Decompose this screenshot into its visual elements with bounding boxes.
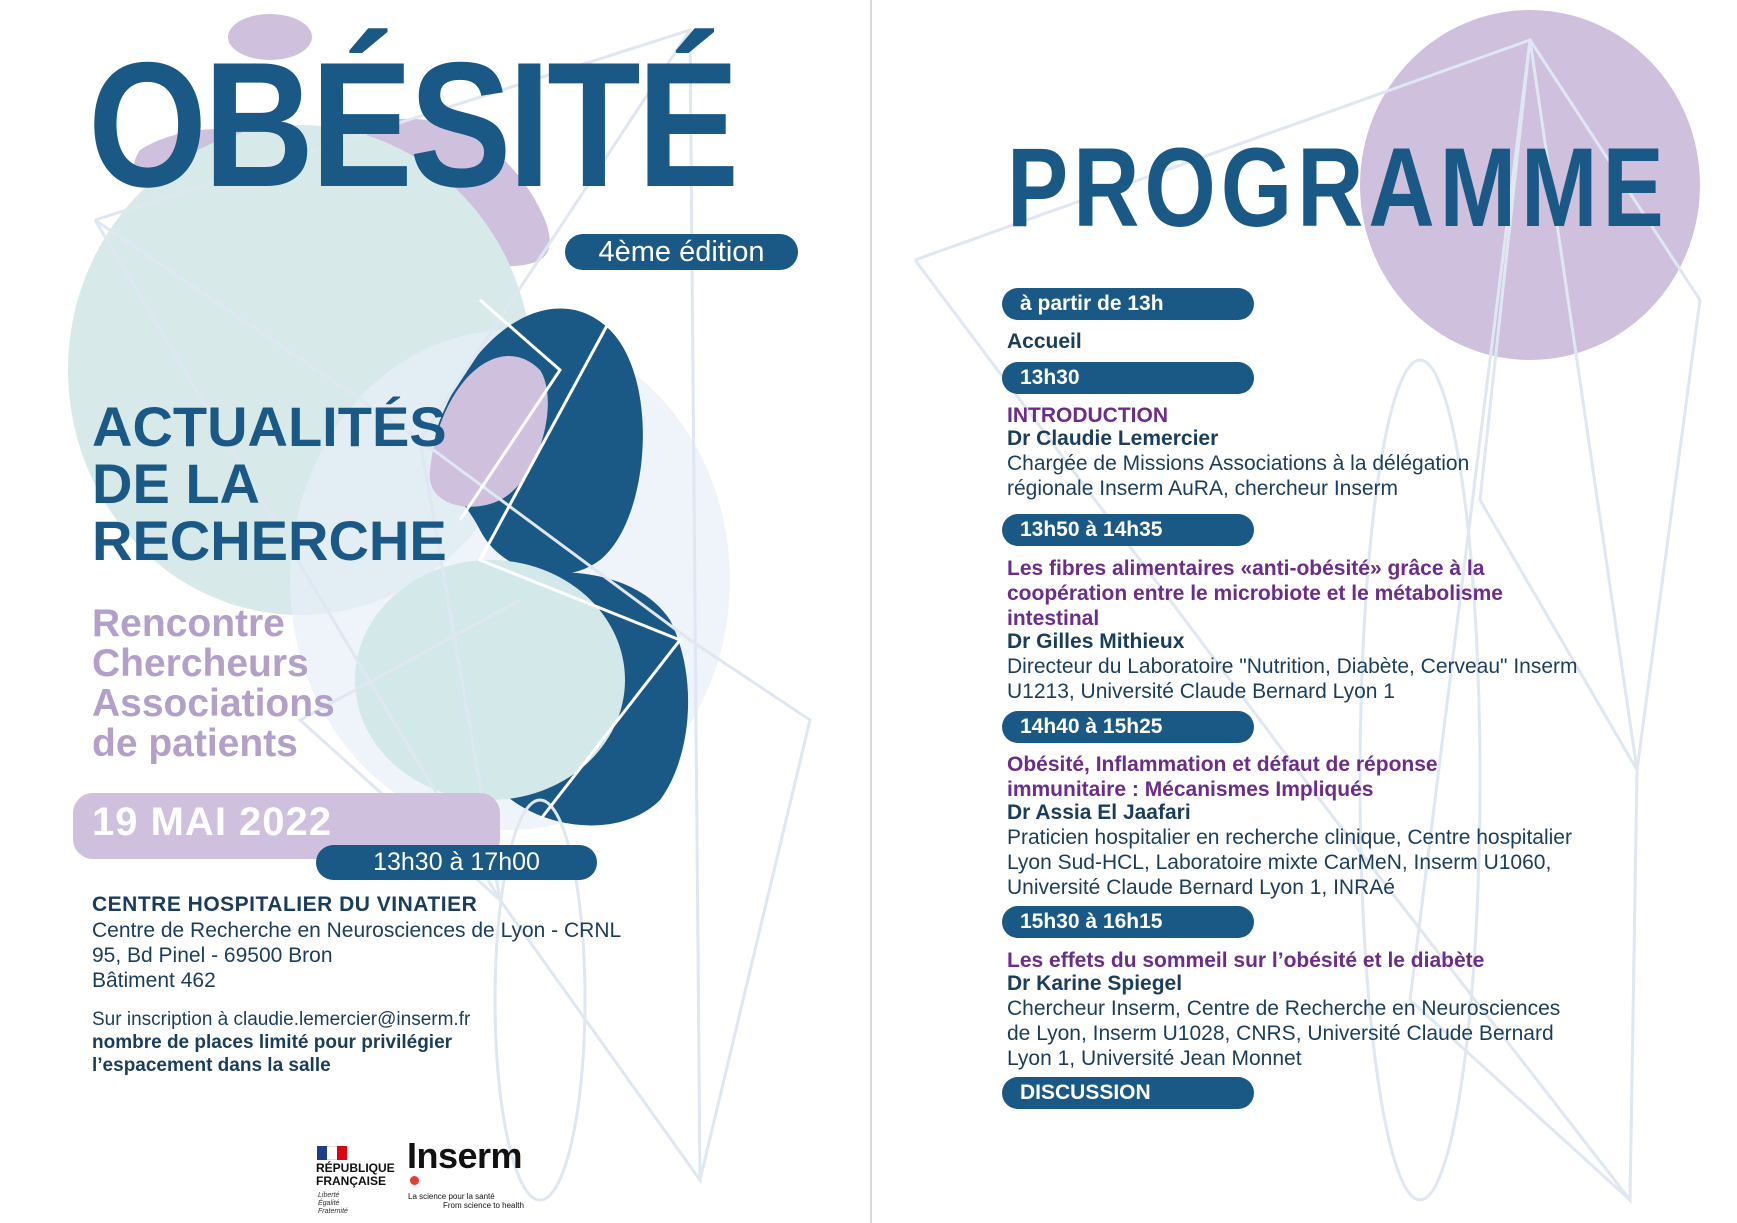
french-flag-icon (317, 1146, 347, 1160)
time-pill: 14h40 à 15h25 (1002, 711, 1254, 743)
event-time: 13h30 à 17h00 (316, 845, 597, 880)
affiliation-line: Praticien hospitalier en recherche clinique, Centre hospitalier (1007, 826, 1572, 849)
republique-line: RÉPUBLIQUE (316, 1161, 395, 1175)
republique-logo-text (316, 1162, 395, 1188)
subtitle-line: Associations (92, 682, 335, 725)
inserm-dot-icon (410, 1176, 419, 1185)
subtitle-line: Chercheurs (92, 642, 309, 685)
registration-note: nombre de places limité pour privilégier (92, 1032, 453, 1053)
event-title: OBÉSITÉ (88, 25, 736, 224)
edition-badge: 4ème édition (565, 234, 798, 270)
time-pill: 15h30 à 16h15 (1002, 906, 1254, 938)
republique-line: FRANÇAISE (316, 1174, 387, 1188)
affiliation-line: Directeur du Laboratoire "Nutrition, Diabète, Cerveau" Inserm (1007, 655, 1578, 678)
session-title: intestinal (1007, 607, 1100, 630)
speaker-name: Dr Claudie Lemercier (1007, 427, 1219, 450)
venue-line: Centre de Recherche en Neurosciences de Lyon - CRNL (92, 919, 622, 942)
affiliation-line: Chercheur Inserm, Centre de Recherche en Neurosciences (1007, 997, 1561, 1020)
event-date: 19 MAI 2022 (92, 800, 333, 844)
speaker-name: Dr Karine Spiegel (1007, 972, 1183, 995)
session-title: Les effets du sommeil sur l’obésité et le diabète (1007, 949, 1485, 972)
headline (92, 395, 447, 572)
venue-name: CENTRE HOSPITALIER DU VINATIER (92, 893, 478, 916)
speaker-name: Dr Assia El Jaafari (1007, 801, 1191, 824)
session-title: Les fibres alimentaires «anti-obésité» grâce à la (1007, 557, 1485, 580)
session-title: immunitaire : Mécanismes Impliqués (1007, 778, 1374, 801)
session-title: INTRODUCTION (1007, 404, 1168, 427)
programme-title: PROGRAMME (1007, 125, 1669, 250)
affiliation-line: U1213, Université Claude Bernard Lyon 1 (1007, 680, 1395, 703)
affiliation-line: Chargée de Missions Associations à la délégation (1007, 452, 1470, 475)
motto-line: Égalité (318, 1200, 340, 1207)
venue-line: Bâtiment 462 (92, 969, 216, 992)
affiliation-line: Université Claude Bernard Lyon 1, INRAé (1007, 876, 1395, 899)
headline-line: ACTUALITÉS (92, 395, 447, 458)
inserm-tagline-en: From science to health (443, 1201, 524, 1210)
registration-note: l’espacement dans la salle (92, 1055, 331, 1076)
session-title: Obésité, Inflammation et défaut de réponse (1007, 753, 1438, 776)
subtitle-line: Rencontre (92, 602, 285, 645)
time-pill: 13h30 (1002, 362, 1254, 394)
headline-line: DE LA (92, 452, 260, 515)
session-title: coopération entre le microbiote et le métabolisme (1007, 582, 1503, 605)
affiliation-line: Lyon Sud-HCL, Laboratoire mixte CarMeN, Inserm U1060, (1007, 851, 1552, 874)
affiliation-line: Lyon 1, Université Jean Monnet (1007, 1047, 1302, 1070)
discussion-pill: DISCUSSION (1002, 1077, 1254, 1109)
affiliation-line: de Lyon, Inserm U1028, CNRS, Université Claude Bernard (1007, 1022, 1554, 1045)
headline-line: RECHERCHE (92, 509, 447, 572)
page-fold (870, 0, 872, 1223)
speaker-name: Accueil (1007, 330, 1082, 353)
subtitle-line: de patients (92, 722, 298, 765)
affiliation-line: régionale Inserm AuRA, chercheur Inserm (1007, 477, 1399, 500)
motto-line: Fraternité (318, 1208, 348, 1215)
motto-line: Liberté (318, 1192, 340, 1199)
time-pill: à partir de 13h (1002, 288, 1254, 320)
registration-line: Sur inscription à claudie.lemercier@inserm.fr (92, 1009, 471, 1030)
inserm-tagline: La science pour la santé (408, 1192, 495, 1201)
time-pill: 13h50 à 14h35 (1002, 514, 1254, 546)
inserm-logo: Inserm (407, 1135, 523, 1176)
republique-motto (318, 1192, 348, 1216)
speaker-name: Dr Gilles Mithieux (1007, 630, 1185, 653)
venue-line: 95, Bd Pinel - 69500 Bron (92, 944, 333, 967)
subtitle (92, 604, 335, 764)
